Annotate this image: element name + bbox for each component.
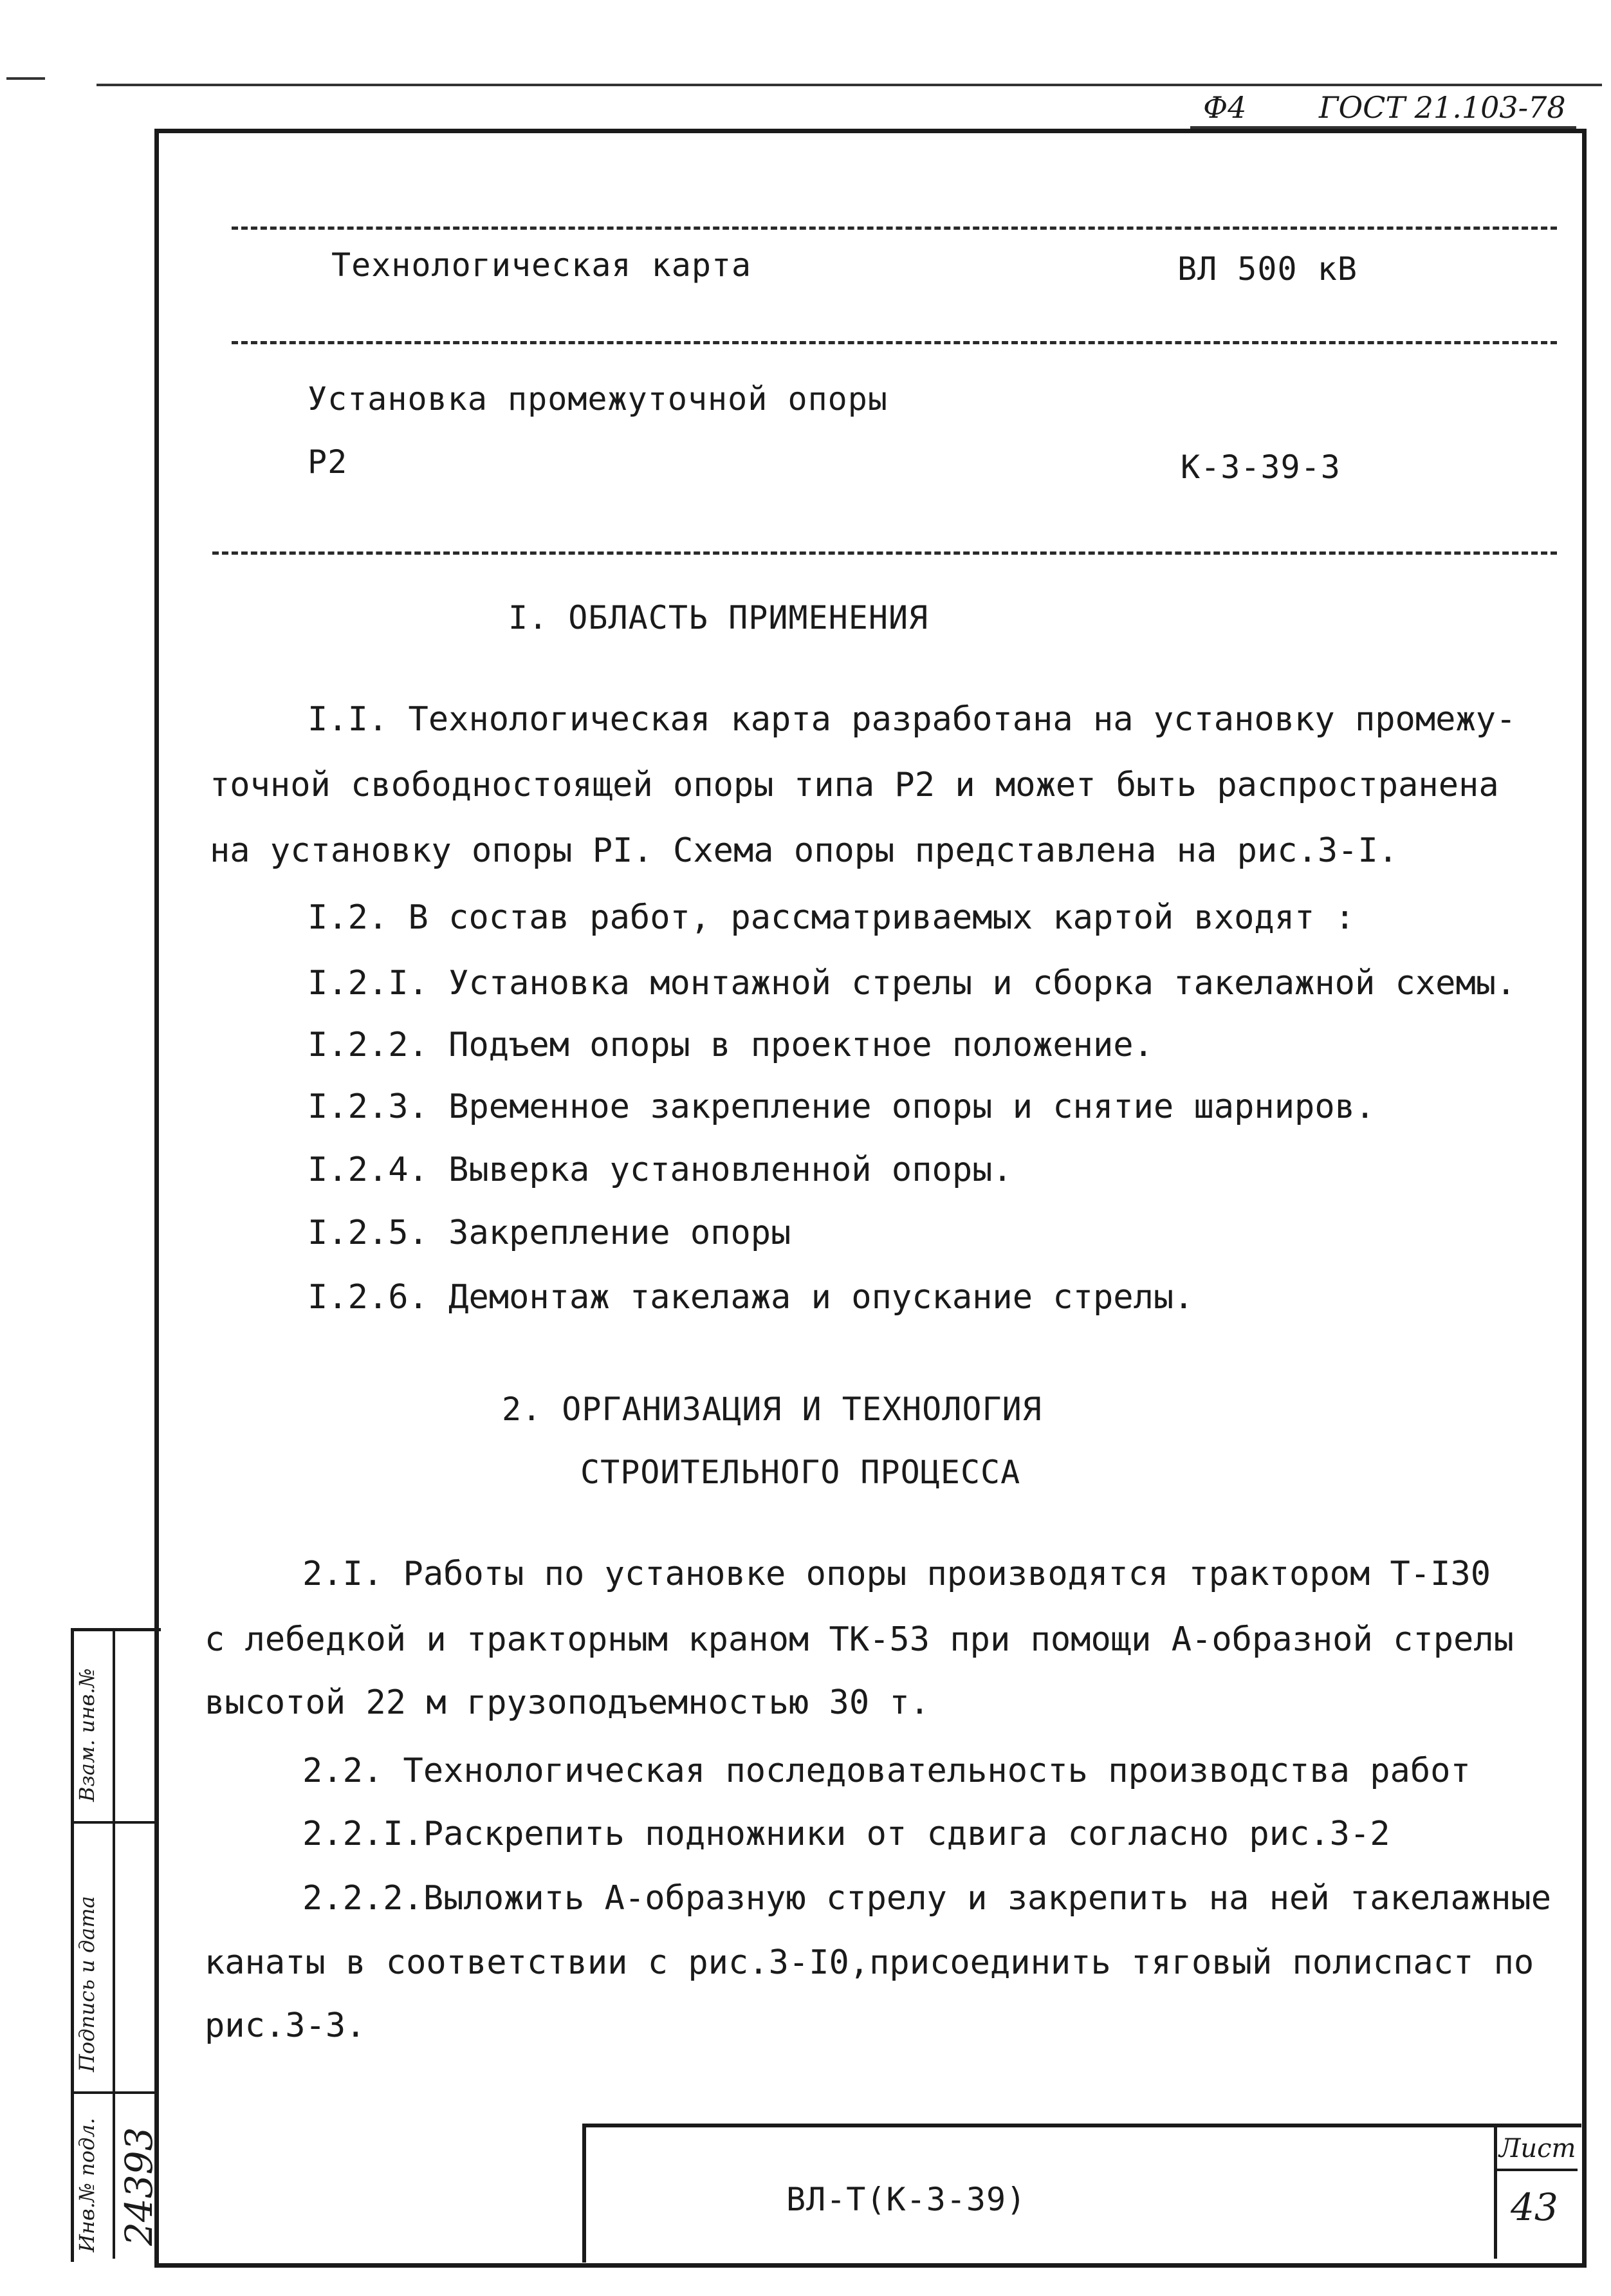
side-stamp-divider [113, 1628, 115, 2259]
side-stamp-row1 [71, 1821, 158, 1824]
section2-p21-line2: с лебедкой и тракторным краном ТК-53 при помощи А-образной стрелы [205, 1620, 1514, 1659]
section2-p22: 2.2. Технологическая последовательность производства работ [302, 1752, 1471, 1790]
list-item: I.2.2. Подъем опоры в проектное положение. [308, 1026, 1154, 1064]
top-left-mark [6, 77, 45, 80]
section1-p1-line1: I.I. Технологическая карта разработана на установку промежу- [308, 700, 1516, 739]
section2-p21-line3: высотой 22 м грузоподъемностью 30 т. [205, 1683, 930, 1722]
section1-p1-line2: точной свободностоящей опоры типа Р2 и может быть распространена [210, 766, 1499, 804]
header-dash-top [232, 227, 1557, 230]
list-item: I.2.3. Временное закрепление опоры и снятие шарниров. [308, 1088, 1376, 1126]
list-item: I.2.4. Выверка установленной опоры. [308, 1151, 1013, 1189]
format-label: Ф4 [1203, 90, 1247, 125]
list-item: I.2.6. Демонтаж такелажа и опускание стрелы. [308, 1278, 1194, 1317]
section2-p222-line3: рис.3-3. [205, 2006, 366, 2045]
section2-p222-line2: канаты в соответствии с рис.3-I0,присоединить тяговый полиспаст по [205, 1943, 1534, 1982]
card-code: К-3-39-3 [1181, 449, 1341, 486]
side-stamp-row2 [71, 2091, 158, 2094]
section1-heading: I. ОБЛАСТЬ ПРИМЕНЕНИЯ [508, 599, 929, 636]
replace-inv-label: Взам. инв.№ [75, 1668, 99, 1802]
inv-original-number: 24393 [117, 2127, 161, 2246]
title-block [582, 2124, 1581, 2263]
document-code: ВЛ-Т(К-3-39) [786, 2181, 1027, 2218]
sheet-number: 43 [1511, 2185, 1558, 2229]
card-label: Технологическая карта [331, 246, 752, 284]
inv-original-label: Инв.№ подл. [75, 2118, 99, 2252]
subject-type: Р2 [308, 443, 348, 481]
section2-heading-line1: 2. ОРГАНИЗАЦИЯ И ТЕХНОЛОГИЯ [502, 1391, 1042, 1428]
title-block-sheet-divider [1494, 2124, 1497, 2259]
header-dash-bottom [212, 551, 1557, 555]
header-dash-middle [232, 341, 1557, 344]
section2-p21-line1: 2.I. Работы по установке опоры производятся трактором Т-I30 [302, 1555, 1491, 1593]
signature-date-label: Подпись и дата [75, 1896, 99, 2072]
list-item: I.2.5. Закрепление опоры [308, 1214, 791, 1252]
title-block-sheet-row [1494, 2169, 1578, 2171]
top-rule [97, 84, 1602, 86]
section1-p2: I.2. В состав работ, рассматриваемых картой входят : [308, 898, 1355, 937]
section2-p221: 2.2.I.Раскрепить подножники от сдвига согласно рис.3-2 [302, 1815, 1390, 1853]
standard-label: ГОСТ 21.103-78 [1319, 90, 1566, 125]
section1-p1-line3: на установку опоры РI. Схема опоры представлена на рис.3-I. [210, 831, 1399, 870]
section2-heading-line2: СТРОИТЕЛЬНОГО ПРОЦЕССА [580, 1454, 1021, 1491]
list-item: I.2.I. Установка монтажной стрелы и сборка такелажной схемы. [308, 964, 1516, 1003]
section2-p222-line1: 2.2.2.Выложить А-образную стрелу и закрепить на ней такелажные [302, 1879, 1552, 1918]
subject-title: Установка промежуточной опоры [308, 380, 888, 418]
sheet-label: Лист [1499, 2134, 1576, 2163]
line-voltage: ВЛ 500 кВ [1177, 250, 1358, 288]
